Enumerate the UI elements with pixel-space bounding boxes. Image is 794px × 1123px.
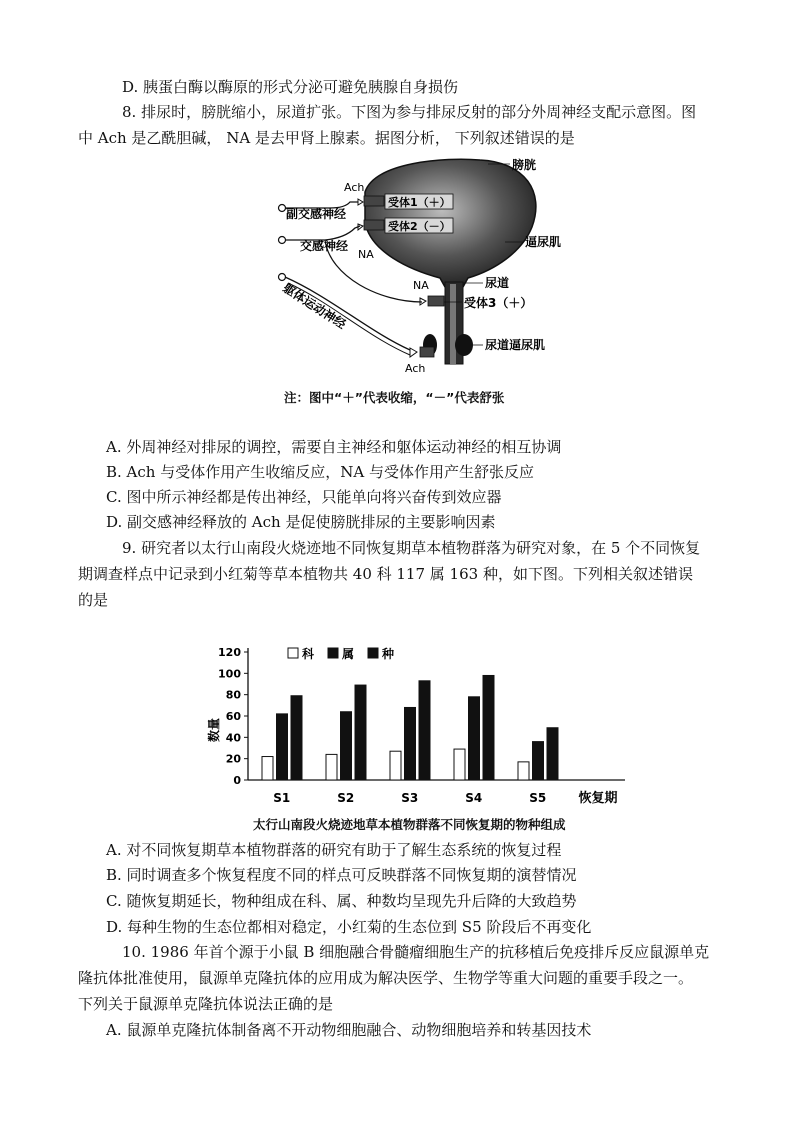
label-receptor1: 受体1（＋） (388, 196, 451, 209)
recovery-bar-chart (200, 640, 640, 840)
label-urethra: 尿道 (485, 276, 510, 290)
label-sympathetic: 交感神经 (300, 239, 349, 253)
bar-S4-属 (469, 697, 480, 780)
label-bladder: 膀胱 (512, 158, 537, 172)
chart-title: 太行山南段火烧迹地草本植物群落不同恢复期的物种组成 (253, 817, 566, 832)
label-na-mid: NA (358, 248, 374, 261)
chart-ylabel: 数量 (207, 717, 221, 743)
x-tick-label: S4 (465, 791, 483, 805)
q8-option-d: D. 副交感神经释放的 Ach 是促使膀胱排尿的主要影响因素 (106, 513, 496, 531)
q8-option-a: A. 外周神经对排尿的调控，需要自主神经和躯体运动神经的相互协调 (106, 438, 562, 456)
label-na-low: NA (413, 279, 429, 292)
y-tick-label: 120 (218, 646, 241, 659)
legend-swatch-种 (368, 648, 378, 658)
label-ach-bottom: Ach (405, 362, 426, 375)
q9-option-d: D. 每种生物的生态位都相对稳定，小红菊的生态位到 S5 阶段后不再变化 (106, 918, 592, 936)
legend-label: 种 (382, 647, 395, 661)
q10-stem-line1: 10. 1986 年首个源于小鼠 B 细胞融合骨髓瘤细胞生产的抗移植后免疫排斥反应鼠源单克 (122, 943, 710, 961)
x-tick-label: S3 (401, 791, 419, 805)
legend-swatch-科 (288, 648, 298, 658)
bar-S5-种 (547, 728, 558, 780)
q9-option-c: C. 随恢复期延长，物种组成在科、属、种数均呈现先升后降的大致趋势 (106, 892, 577, 910)
q9-stem-line3: 的是 (78, 591, 109, 609)
legend-label: 科 (302, 647, 315, 661)
bar-S3-属 (405, 707, 416, 780)
bar-S1-科 (262, 757, 273, 780)
q7-option-d: D. 胰蛋白酶以酶原的形式分泌可避免胰腺自身损伤 (122, 78, 459, 96)
bar-S3-科 (390, 751, 401, 780)
y-tick-label: 60 (225, 710, 241, 723)
label-receptor2: 受体2（－） (388, 220, 451, 233)
x-tick-label: S1 (273, 791, 291, 805)
bar-S2-科 (326, 754, 337, 780)
bar-S2-种 (355, 685, 366, 780)
y-tick-label: 20 (225, 752, 241, 766)
bar-S1-种 (291, 696, 302, 780)
y-tick-label: 0 (233, 774, 241, 787)
q10-option-a: A. 鼠源单克隆抗体制备离不开动物细胞融合、动物细胞培养和转基因技术 (106, 1021, 592, 1039)
q8-figure-note: 注：图中“＋”代表收缩，“－”代表舒张 (284, 390, 505, 405)
q10-stem-line3: 下列关于鼠源单克隆抗体说法正确的是 (78, 995, 334, 1013)
q8-stem-line1: 8. 排尿时，膀胱缩小，尿道扩张。下图为参与排尿反射的部分外周神经支配示意图。图 (122, 103, 697, 121)
legend-label: 属 (342, 647, 355, 661)
bar-S4-种 (483, 675, 494, 780)
x-tick-label: S5 (529, 791, 547, 805)
x-tick-label: S2 (337, 791, 355, 805)
y-tick-label: 80 (225, 688, 241, 702)
bar-S1-属 (277, 714, 288, 780)
y-tick-label: 100 (218, 667, 241, 681)
y-tick-label: 40 (225, 731, 241, 745)
sphincter-muscle-right (455, 334, 473, 356)
bar-S2-属 (341, 712, 352, 780)
bar-S3-种 (419, 681, 430, 780)
bar-S5-属 (533, 742, 544, 780)
bar-S4-科 (454, 749, 465, 780)
label-sphincter: 尿道逼尿肌 (485, 338, 546, 352)
q8-option-c: C. 图中所示神经都是传出神经，只能单向将兴奋传到效应器 (106, 488, 502, 506)
q8-stem-line2: 中 Ach 是乙酰胆碱， NA 是去甲肾上腺素。据图分析， 下列叙述错误的是 (78, 129, 575, 147)
label-somatic: 躯体运动神经 (280, 280, 349, 332)
bladder-innervation-diagram (270, 152, 570, 382)
q10-stem-line2: 隆抗体批准使用，鼠源单克隆抗体的应用成为解决医学、生物学等重大问题的重要手段之一。 (78, 969, 694, 987)
q9-stem-line2: 期调查样点中记录到小红菊等草本植物共 40 科 117 属 163 种，如下图。下列相关叙述错误 (78, 565, 693, 583)
q9-option-a: A. 对不同恢复期草本植物群落的研究有助于了解生态系统的恢复过程 (106, 841, 562, 859)
q9-stem-line1: 9. 研究者以太行山南段火烧迹地不同恢复期草本植物群落为研究对象，在 5 个不同恢复 (122, 539, 701, 557)
label-ach-top: Ach (344, 181, 365, 194)
bar-S5-科 (518, 762, 529, 780)
q8-option-b: B. Ach 与受体作用产生收缩反应，NA 与受体作用产生舒张反应 (106, 463, 534, 481)
q9-option-b: B. 同时调查多个恢复程度不同的样点可反映群落不同恢复期的演替情况 (106, 866, 577, 884)
legend-swatch-属 (328, 648, 338, 658)
chart-xlabel: 恢复期 (578, 791, 618, 806)
label-receptor3: 受体3（＋） (464, 296, 533, 310)
label-parasympathetic: 副交感神经 (286, 207, 347, 221)
label-detrusor: 逼尿肌 (525, 235, 562, 249)
